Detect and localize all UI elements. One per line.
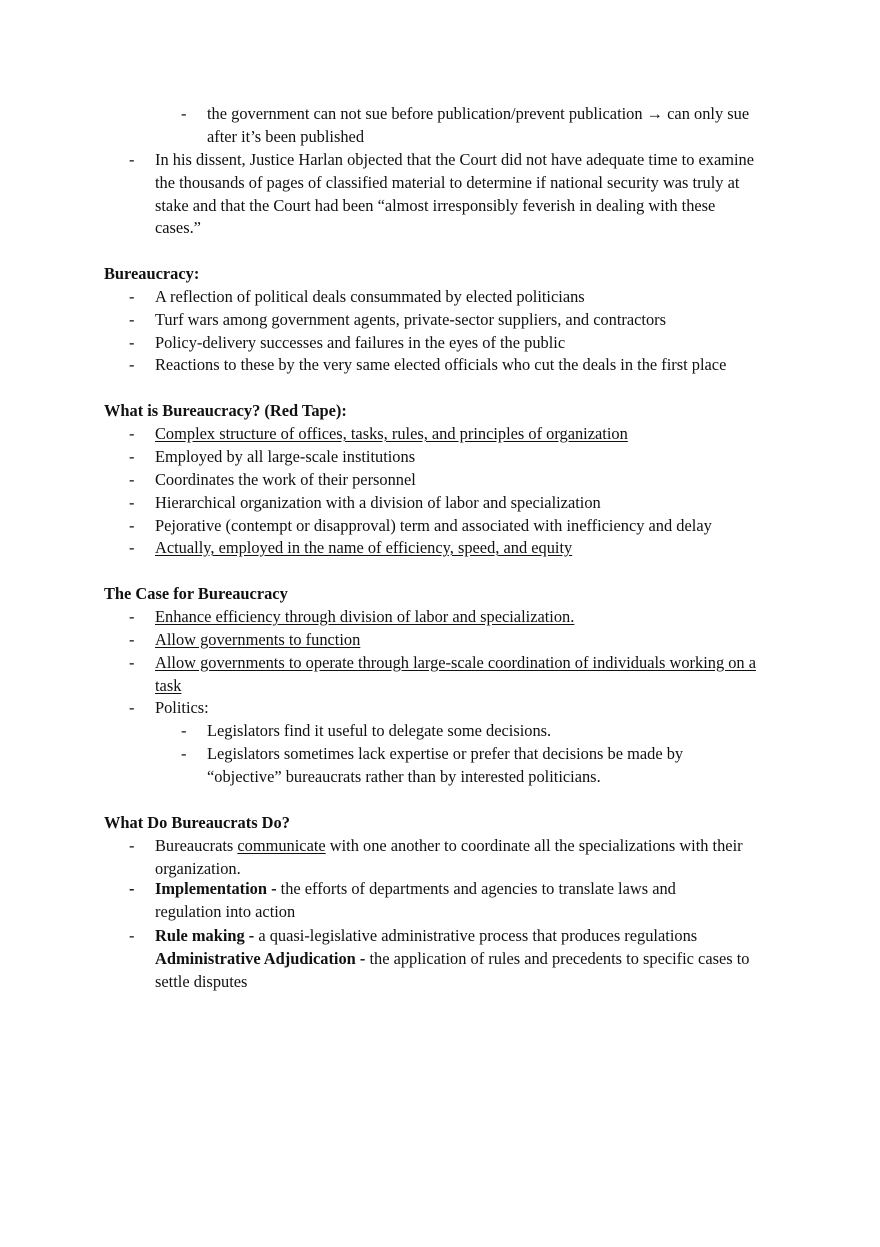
sub-list-item (181, 720, 782, 743)
section-heading: The Case for Bureaucracy (104, 584, 288, 603)
item-text-tail: with one another to coordinate all the specializations with their organization. (155, 836, 743, 878)
definition: a quasi-legislative administrative process that produces regulations (254, 926, 698, 945)
item-text: Employed by all large-scale institutions (155, 447, 416, 466)
bullet-dash: - (129, 333, 135, 352)
list-item (129, 835, 785, 881)
bullet-dash: - (181, 104, 187, 123)
item-text: Legislators sometimes lack expertise or prefer that decisions be made by “objective” bureaucrats rather than by interested politicians. (207, 744, 684, 786)
list-item (181, 103, 782, 149)
item-text: Policy-delivery successes and failures in the eyes of the public (155, 333, 566, 352)
bullet-dash: - (181, 721, 187, 740)
item-text: Actually, employed in the name of efficiency, speed, and equity (155, 538, 573, 557)
item-text: the government can not sue before publication/prevent publication → can only sue after it’s been published (207, 104, 750, 146)
list-item (129, 878, 715, 924)
list-item (129, 309, 795, 332)
term: Implementation - (155, 879, 277, 898)
item-text (155, 948, 780, 994)
list-item (129, 537, 795, 560)
bullet-dash: - (129, 493, 135, 512)
list-item (129, 446, 795, 469)
bullet-dash: - (129, 607, 135, 626)
bullet-dash: - (129, 538, 135, 557)
bullet-dash: - (129, 653, 135, 672)
item-text-emphasis: communicate (237, 836, 326, 855)
list-item (129, 469, 795, 492)
list-item (129, 697, 795, 720)
definition: the application of rules and precedents to specific cases to settle disputes (155, 948, 750, 991)
item-text (155, 878, 715, 924)
list-item (129, 606, 795, 629)
term: Rule making - (155, 926, 255, 945)
list-item (129, 515, 815, 538)
item-text-lead: Bureaucrats (155, 836, 238, 855)
item-text: Hierarchical organization with a division of labor and specialization (155, 493, 601, 512)
bullet-dash: - (129, 836, 135, 855)
item-text: Allow governments to function (155, 630, 361, 649)
bullet-dash: - (129, 447, 135, 466)
item-text: Politics: (155, 698, 209, 717)
item-text: Allow governments to operate through large-scale coordination of individuals working on a task (155, 653, 756, 695)
bullet-dash: - (129, 310, 135, 329)
list-item (129, 492, 795, 515)
item-text: Pejorative (contempt or disapproval) term and associated with inefficiency and delay (155, 516, 712, 535)
bullet-dash: - (129, 630, 135, 649)
bullet-dash: - (129, 926, 135, 945)
bullet-dash: - (129, 470, 135, 489)
item-text: In his dissent, Justice Harlan objected that the Court did not have adequate time to examine the thousands of pages of classified material to determine if national security was truly at stake and that the Court had been “almost irresponsibly feverish in dealing with these cases.” (155, 150, 755, 238)
list-item (129, 925, 780, 993)
list-item (129, 286, 795, 309)
bullet-dash: - (181, 744, 187, 763)
item-text: Turf wars among government agents, private-sector suppliers, and contractors (155, 310, 667, 329)
term: Administrative Adjudication - (155, 948, 366, 968)
item-text: A reflection of political deals consummated by elected politicians (155, 287, 585, 306)
list-item (129, 423, 795, 446)
bullet-dash: - (129, 698, 135, 717)
list-item (129, 629, 795, 652)
bullet-dash: - (129, 355, 135, 374)
list-item (129, 354, 815, 377)
bullet-dash: - (129, 150, 135, 169)
list-item (129, 652, 785, 698)
bullet-dash: - (129, 516, 135, 535)
sub-list-item (181, 743, 747, 789)
item-text (155, 925, 780, 948)
section-heading: What is Bureaucracy? (Red Tape): (104, 401, 347, 420)
item-text (155, 835, 785, 881)
list-item (129, 149, 765, 240)
item-text: Reactions to these by the very same elected officials who cut the deals in the first place (155, 355, 727, 374)
bullet-dash: - (129, 879, 135, 898)
item-text: Legislators find it useful to delegate some decisions. (207, 721, 552, 740)
bullet-dash: - (129, 287, 135, 306)
item-text: Coordinates the work of their personnel (155, 470, 416, 489)
section-heading: What Do Bureaucrats Do? (104, 813, 290, 832)
definition: the efforts of departments and agencies to translate laws and regulation into action (155, 879, 676, 921)
item-text: Enhance efficiency through division of labor and specialization. (155, 607, 575, 626)
section-heading: Bureaucracy: (104, 264, 200, 283)
bullet-dash: - (129, 424, 135, 443)
item-text: Complex structure of offices, tasks, rules, and principles of organization (155, 424, 628, 443)
list-item (129, 332, 795, 355)
